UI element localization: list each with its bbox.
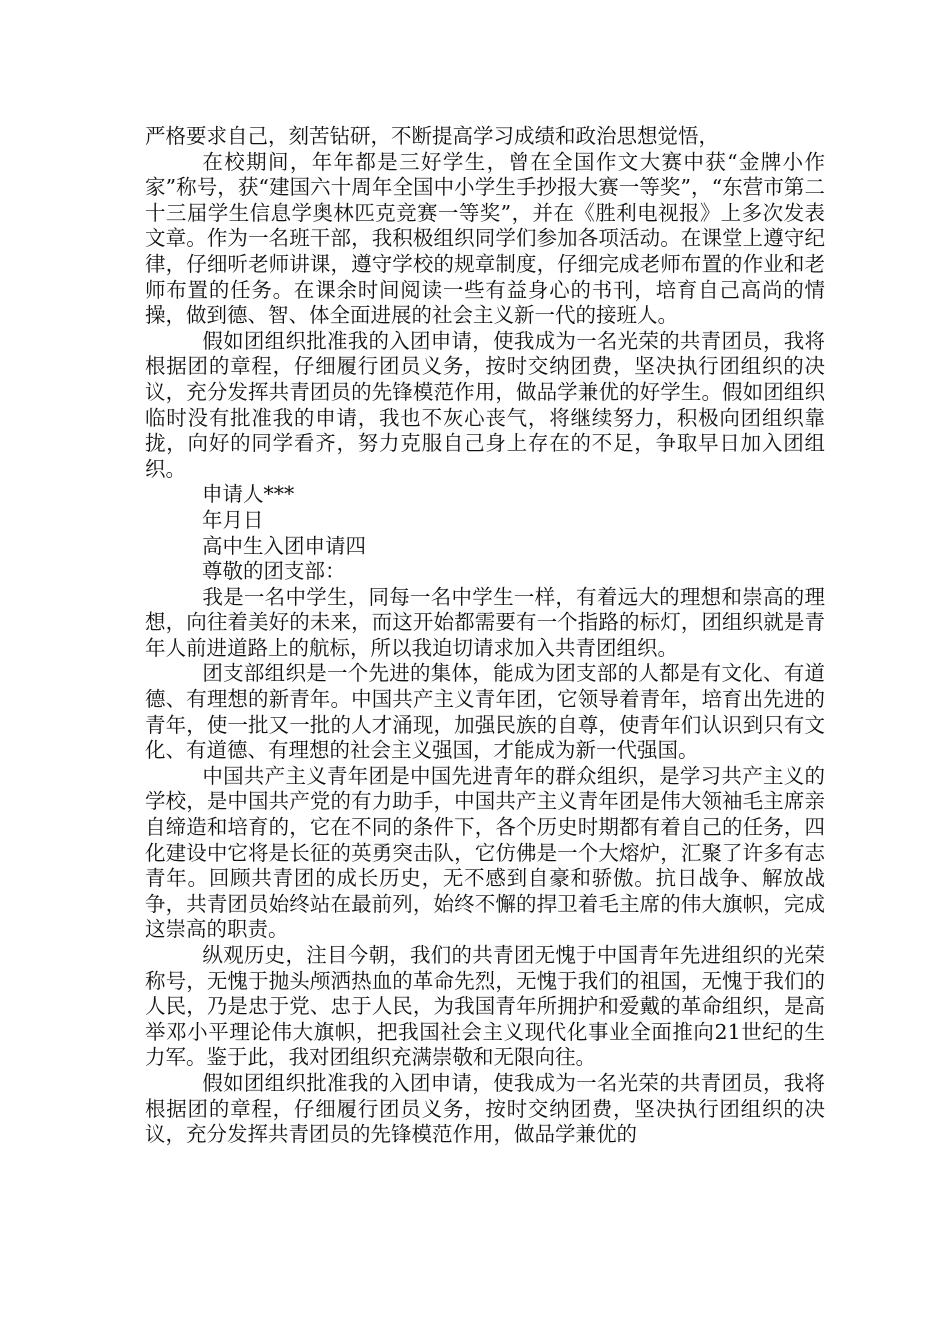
salutation: 尊敬的团支部：: [202, 559, 346, 584]
paragraph-application-commitment: 假如团组织批准我的入团申请，使我成为一名光荣的共青团员，我将根据团的章程，仔细履行团员义务，按时交纳团费，坚决执行团组织的决议，充分发挥共青团员的先锋模范作用，做品学兼优的好学生。假如团组织临时没有批准我的申请，我也不灰心丧气，将继续努力，积极向团组织靠拢，向好的同学看齐，努力克服自己身上存在的不足，争取早日加入团组织。: [145, 328, 825, 481]
document-body: [145, 124, 825, 1148]
paragraph-school-achievements: 在校期间，年年都是三好学生，曾在全国作文大赛中获“金牌小作家”称号，获“建国六十周年全国中小学生手抄报大赛一等奖”，“东营市第二十三届学生信息学奥林匹克竞赛一等奖”，并在《胜利电视报》上多次发表文章。作为一名班干部，我积极组织同学们参加各项活动。在课堂上遵守纪律，仔细听老师讲课，遵守学校的规章制度，仔细完成老师布置的作业和老师布置的任务。在课余时间阅读一些有益身心的书刊，培育自己高尚的情操，做到德、智、体全面进展的社会主义新一代的接班人。: [145, 149, 825, 328]
paragraph-introduction: 我是一名中学生，同每一名中学生一样，有着远大的理想和崇高的理想，向往着美好的未来，而这开始都需要有一个指路的标灯，团组织就是青年人前进道路上的航标，所以我迫切请求加入共青团组织。: [145, 584, 825, 660]
paragraph-final-commitment: 假如团组织批准我的入团申请，使我成为一名光荣的共青团员，我将根据团的章程，仔细履行团员义务，按时交纳团费，坚决执行团组织的决议，充分发挥共青团员的先锋模范作用，做品学兼优的: [145, 1070, 825, 1147]
date-line: 年月日: [202, 507, 264, 532]
paragraph-league-branch: 团支部组织是一个先进的集体，能成为团支部的人都是有文化、有道德、有理想的新青年。中国共产主义青年团，它领导着青年，培育出先进的青年，使一批又一批的人才涌现，加强民族的自尊，使青年们认识到只有文化、有道德、有理想的社会主义强国，才能成为新一代强国。: [145, 661, 825, 763]
paragraph-continuation: 严格要求自己，刻苦钻研，不断提高学习成绩和政治思想觉悟，: [145, 124, 719, 148]
paragraph-league-honor: 纵观历史，注目今朝，我们的共青团无愧于中国青年先进组织的光荣称号，无愧于抛头颅洒热血的革命先烈，无愧于我们的祖国，无愧于我们的人民，乃是忠于党、忠于人民，为我国青年所拥护和爱戴的革命组织，是高举邓小平理论伟大旗帜，把我国社会主义现代化事业全面推向21世纪的生力军。鉴于此，我对团组织充满崇敬和无限向往。: [145, 943, 825, 1070]
section-heading: 高中生入团申请四: [202, 533, 366, 558]
paragraph-league-history: 中国共产主义青年团是中国先进青年的群众组织，是学习共产主义的学校，是中国共产党的有力助手，中国共产主义青年团是伟大领袖毛主席亲自缔造和培育的，它在不同的条件下，各个历史时期都有着自己的任务，四化建设中它将是长征的英勇突击队，它仿佛是一个大熔炉，汇聚了许多有志青年。回顾共青团的成长历史，无不感到自豪和骄傲。抗日战争、解放战争，共青团员始终站在最前列，始终不懈的捍卫着毛主席的伟大旗帜，完成这崇高的职责。: [145, 763, 825, 942]
applicant-signature-line: 申请人***: [202, 482, 295, 507]
